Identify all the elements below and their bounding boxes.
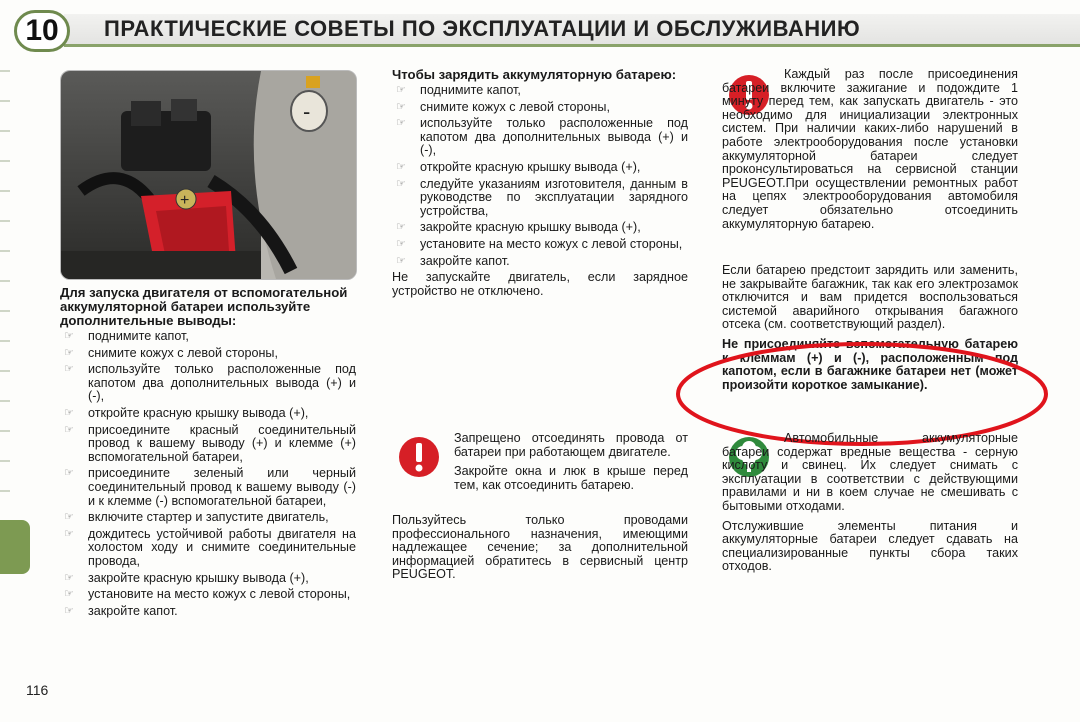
list-item	[60, 605, 356, 619]
cable-advice-text: Пользуйтесь только проводами профессионального назначения, имеющими надлежащее сечение; за дополнительной информацией обратитесь в сервисный центр PEUGEOT.	[392, 513, 688, 582]
pointing-hand-bullet-icon: ☞	[396, 160, 406, 173]
margin-tick	[0, 160, 10, 162]
step-text: закройте красную крышку вывода (+),	[420, 220, 641, 235]
list-item	[60, 363, 356, 404]
step-text: снимите кожух с левой стороны,	[420, 99, 610, 114]
margin-tick	[0, 70, 10, 72]
pointing-hand-bullet-icon: ☞	[64, 571, 74, 584]
margin-tick	[0, 460, 10, 462]
pointing-hand-bullet-icon: ☞	[64, 346, 74, 359]
page-title: ПРАКТИЧЕСКИЕ СОВЕТЫ ПО ЭКСПЛУАТАЦИИ И ОБСЛУЖИВАНИЮ	[104, 16, 861, 41]
margin-tick	[0, 190, 10, 192]
charging-heading: Чтобы зарядить аккумуляторную батарею:	[392, 67, 677, 82]
margin-tick	[0, 100, 10, 102]
margin-tick	[0, 130, 10, 132]
pointing-hand-bullet-icon: ☞	[396, 177, 406, 190]
step-text: присоедините красный соединительный провод к вашему выводу (+) и клемме (+) вспомогательной батареи,	[88, 422, 356, 464]
left-column	[60, 286, 356, 621]
right-warning-block	[722, 68, 1018, 231]
list-item	[392, 255, 688, 269]
margin-tick	[0, 490, 10, 492]
list-item	[60, 511, 356, 525]
step-text: следуйте указаниям изготовителя, данным в руководстве по эксплуатации зарядного устройства,	[420, 176, 688, 218]
pointing-hand-bullet-icon: ☞	[396, 84, 406, 96]
list-item	[60, 588, 356, 602]
margin-tick	[0, 400, 10, 402]
charging-steps	[392, 84, 688, 268]
pointing-hand-bullet-icon: ☞	[64, 363, 74, 376]
step-text: откройте красную крышку вывода (+),	[420, 159, 641, 174]
trunk-text: Если батарею предстоит зарядить или заменить, не закрывайте багажник, так как его электрозамок отключится и вам придется воспользоваться системой аварийного открывания багажного отсека (см. соответствующий раздел).	[722, 263, 1018, 332]
step-text: закройте капот.	[420, 253, 510, 268]
step-text: откройте красную крышку вывода (+),	[88, 405, 309, 420]
init-warning-text: Каждый раз после присоединения батареи включите зажигание и подождите 1 минуту перед тем, как запускать двигатель - это необходимо для инициализации электронных систем. При наличии каких-либо нарушений в работе электрооборудования после установки аккумуляторной батареи следует проконсультироваться на сервисной станции PEUGEOT.При осуществлении ремонтных работ на цепях электрооборудования автомобиля следует обязательно отсоединить аккумуляторную батарею.	[722, 67, 1018, 231]
warning-text-1: Запрещено отсоединять провода от батареи при работающем двигателе.	[454, 431, 688, 459]
step-text: поднимите капот,	[420, 83, 521, 97]
pointing-hand-bullet-icon: ☞	[396, 254, 406, 267]
pointing-hand-bullet-icon: ☞	[396, 100, 406, 113]
pointing-hand-bullet-icon: ☞	[64, 406, 74, 419]
margin-tick	[0, 280, 10, 282]
step-text: закройте капот.	[88, 603, 178, 618]
list-item	[392, 161, 688, 175]
pointing-hand-bullet-icon: ☞	[396, 117, 406, 130]
step-text: снимите кожух с левой стороны,	[88, 345, 278, 360]
margin-tick	[0, 310, 10, 312]
step-text: установите на место кожух с левой стороны,	[420, 236, 683, 251]
step-text: включите стартер и запустите двигатель,	[88, 510, 329, 525]
chapter-side-tab	[0, 520, 30, 574]
step-text: закройте красную крышку вывода (+),	[88, 570, 309, 585]
margin-tick	[0, 250, 10, 252]
step-text: присоедините зеленый или черный соединительный провод к вашему выводу (-) и к клемме (-) вспомогательной батареи,	[88, 466, 356, 508]
margin-tick	[0, 340, 10, 342]
step-text: дождитесь устойчивой работы двигателя на холостом ходу и снимите соединительные провода,	[88, 526, 356, 568]
pointing-hand-bullet-icon: ☞	[64, 604, 74, 617]
charging-note: Не запускайте двигатель, если зарядное устройство не отключено.	[392, 270, 688, 298]
list-item	[60, 528, 356, 569]
eco-text-2: Отслужившие элементы питания и аккумуляторные батареи следует сдавать на специализированные пункты сбора таких отходов.	[722, 518, 1018, 574]
step-text: используйте только расположенные под капотом два дополнительных вывода (+) и (-),	[88, 362, 356, 404]
pointing-hand-bullet-icon: ☞	[64, 588, 74, 601]
pointing-hand-bullet-icon: ☞	[64, 527, 74, 540]
svg-text:-: -	[303, 99, 311, 124]
list-item	[60, 330, 356, 344]
eco-text-1: Автомобильные аккумуляторные батареи содержат вредные вещества - серную кислоту и свинец. Их следует снимать с эксплуатации в соответствии с действующими правилами и ни в коем случае не смешивать с бытовыми отходами.	[722, 431, 1018, 513]
pointing-hand-bullet-icon: ☞	[396, 237, 406, 250]
cable-advice	[392, 514, 688, 582]
list-item	[392, 221, 688, 235]
margin-tick	[0, 370, 10, 372]
list-item	[392, 238, 688, 252]
pointing-hand-bullet-icon: ☞	[64, 511, 74, 524]
page-number: 116	[26, 682, 49, 698]
engine-bay-photo	[60, 70, 357, 280]
list-item	[60, 347, 356, 361]
list-item	[60, 467, 356, 508]
step-text: поднимите капот,	[88, 329, 189, 343]
pointing-hand-bullet-icon: ☞	[64, 423, 74, 436]
list-item	[392, 178, 688, 219]
step-text: используйте только расположенные под капотом два дополнительных вывода (+) и (-),	[420, 116, 688, 158]
jump-start-steps	[60, 330, 356, 618]
bold-warning-text: Не присоединяйте вспомогательную батарею к клеммам (+) и (-), расположенным под капотом, если в багажнике батареи нет (может произойти короткое замыкание).	[722, 336, 1018, 392]
list-item	[392, 117, 688, 158]
pointing-hand-bullet-icon: ☞	[396, 221, 406, 234]
list-item	[392, 84, 688, 98]
warning-text-2: Закройте окна и люк в крыше перед тем, как отсоединить батарею.	[454, 464, 688, 492]
jump-start-heading: Для запуска двигателя от вспомогательной аккумуляторной батареи используйте дополнительные выводы:	[60, 285, 348, 328]
eco-block	[722, 432, 1018, 574]
chapter-number-badge: 10	[14, 10, 70, 52]
list-item	[60, 572, 356, 586]
middle-warning-block	[454, 432, 688, 492]
warning-exclamation-icon	[398, 436, 440, 478]
margin-tick	[0, 220, 10, 222]
pointing-hand-bullet-icon: ☞	[64, 330, 74, 342]
pointing-hand-bullet-icon: ☞	[64, 467, 74, 480]
list-item	[60, 407, 356, 421]
middle-column	[392, 68, 688, 298]
list-item	[60, 424, 356, 465]
step-text: установите на место кожух с левой стороны,	[88, 587, 351, 602]
margin-tick	[0, 430, 10, 432]
svg-text:+: +	[180, 192, 190, 209]
list-item	[392, 101, 688, 115]
